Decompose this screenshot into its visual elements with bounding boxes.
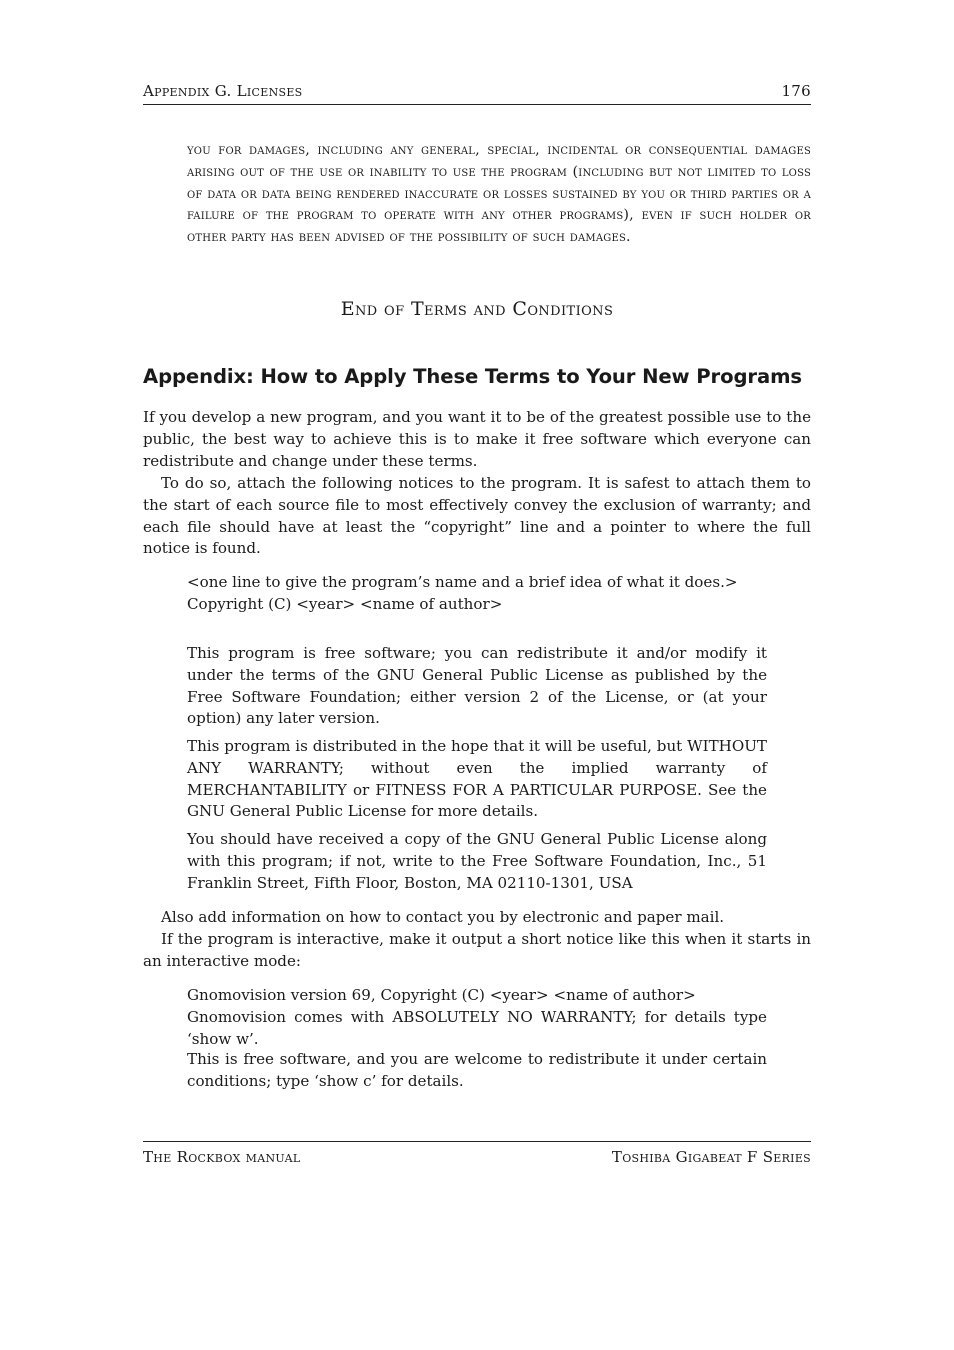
paragraph-intro: If you develop a new program, and you want it to be of the greatest possible use to the public, the best way to achieve this is to make it free software which everyone can redistribute and change under these terms. [143,408,811,470]
page-number: 176 [781,82,811,100]
paragraph-interactive: If the program is interactive, make it output a short notice like this when it starts in an interactive mode: [143,930,811,970]
interactive-warranty-line: Gnomovision comes with ABSOLUTELY NO WARRANTY; for details type ‘show w’. [187,1007,767,1048]
interactive-redistribute-line: This is free software, and you are welcome to redistribute it under certain conditions; type ‘show c’ for details. [187,1050,767,1090]
end-of-terms-heading: End of Terms and Conditions [340,298,614,320]
running-footer [143,1141,811,1166]
footer-manual-title: The Rockbox manual [143,1148,301,1166]
section-title: Appendix: How to Apply These Terms to Your New Programs [143,365,802,388]
notice-program-line: <one line to give the program’s name and a brief idea of what it does.> [187,573,738,591]
notice-license-copy-paragraph: You should have received a copy of the GNU General Public License along with this program; if not, write to the Free Software Foundation, Inc., 51 Franklin Street, Fifth Floor, Boston, MA 02110-1301, USA [187,830,767,892]
interactive-version-line: Gnomovision version 69, Copyright (C) <year> <name of author> [187,986,696,1004]
notice-free-software-paragraph: This program is free software; you can redistribute it and/or modify it under the terms of the GNU General Public License as published by the Free Software Foundation; either version 2 of the License, or (at your option) any later version. [187,644,767,728]
paragraph-contact-info: Also add information on how to contact you by electronic and paper mail. [161,908,725,926]
paragraph-attach-notices: To do so, attach the following notices to the program. It is safest to attach them to the start of each source file to most effectively convey the exclusion of warranty; and each file should have at least the “copyright” line and a pointer to where the full notice is found. [143,474,811,558]
interactive-notice-block [187,985,767,1050]
running-header [143,82,811,105]
notice-no-warranty-paragraph: This program is distributed in the hope that it will be useful, but WITHOUT ANY WARRANTY; without even the implied warranty of MERCHANTABILITY or FITNESS FOR A PARTICULAR PURPOSE. See the GNU General Public License for more details. [187,737,767,821]
footer-device-series: Toshiba Gigabeat F Series [611,1148,811,1166]
warranty-disclaimer: you for damages, including any general, special, incidental or consequential damages arising out of the use or inability to use the program (including but not limited to loss of data or data being rendered inaccurate or losses sustained by you or third parties or a failure of the program to operate with any other programs), even if such holder or other party has been advised of the possibility of such damages. [187,142,812,246]
chapter-title: Appendix G. Licenses [143,82,303,100]
document-page [143,0,811,1350]
notice-copyright-line: Copyright (C) <year> <name of author> [187,594,503,613]
notice-header-block [187,572,767,616]
